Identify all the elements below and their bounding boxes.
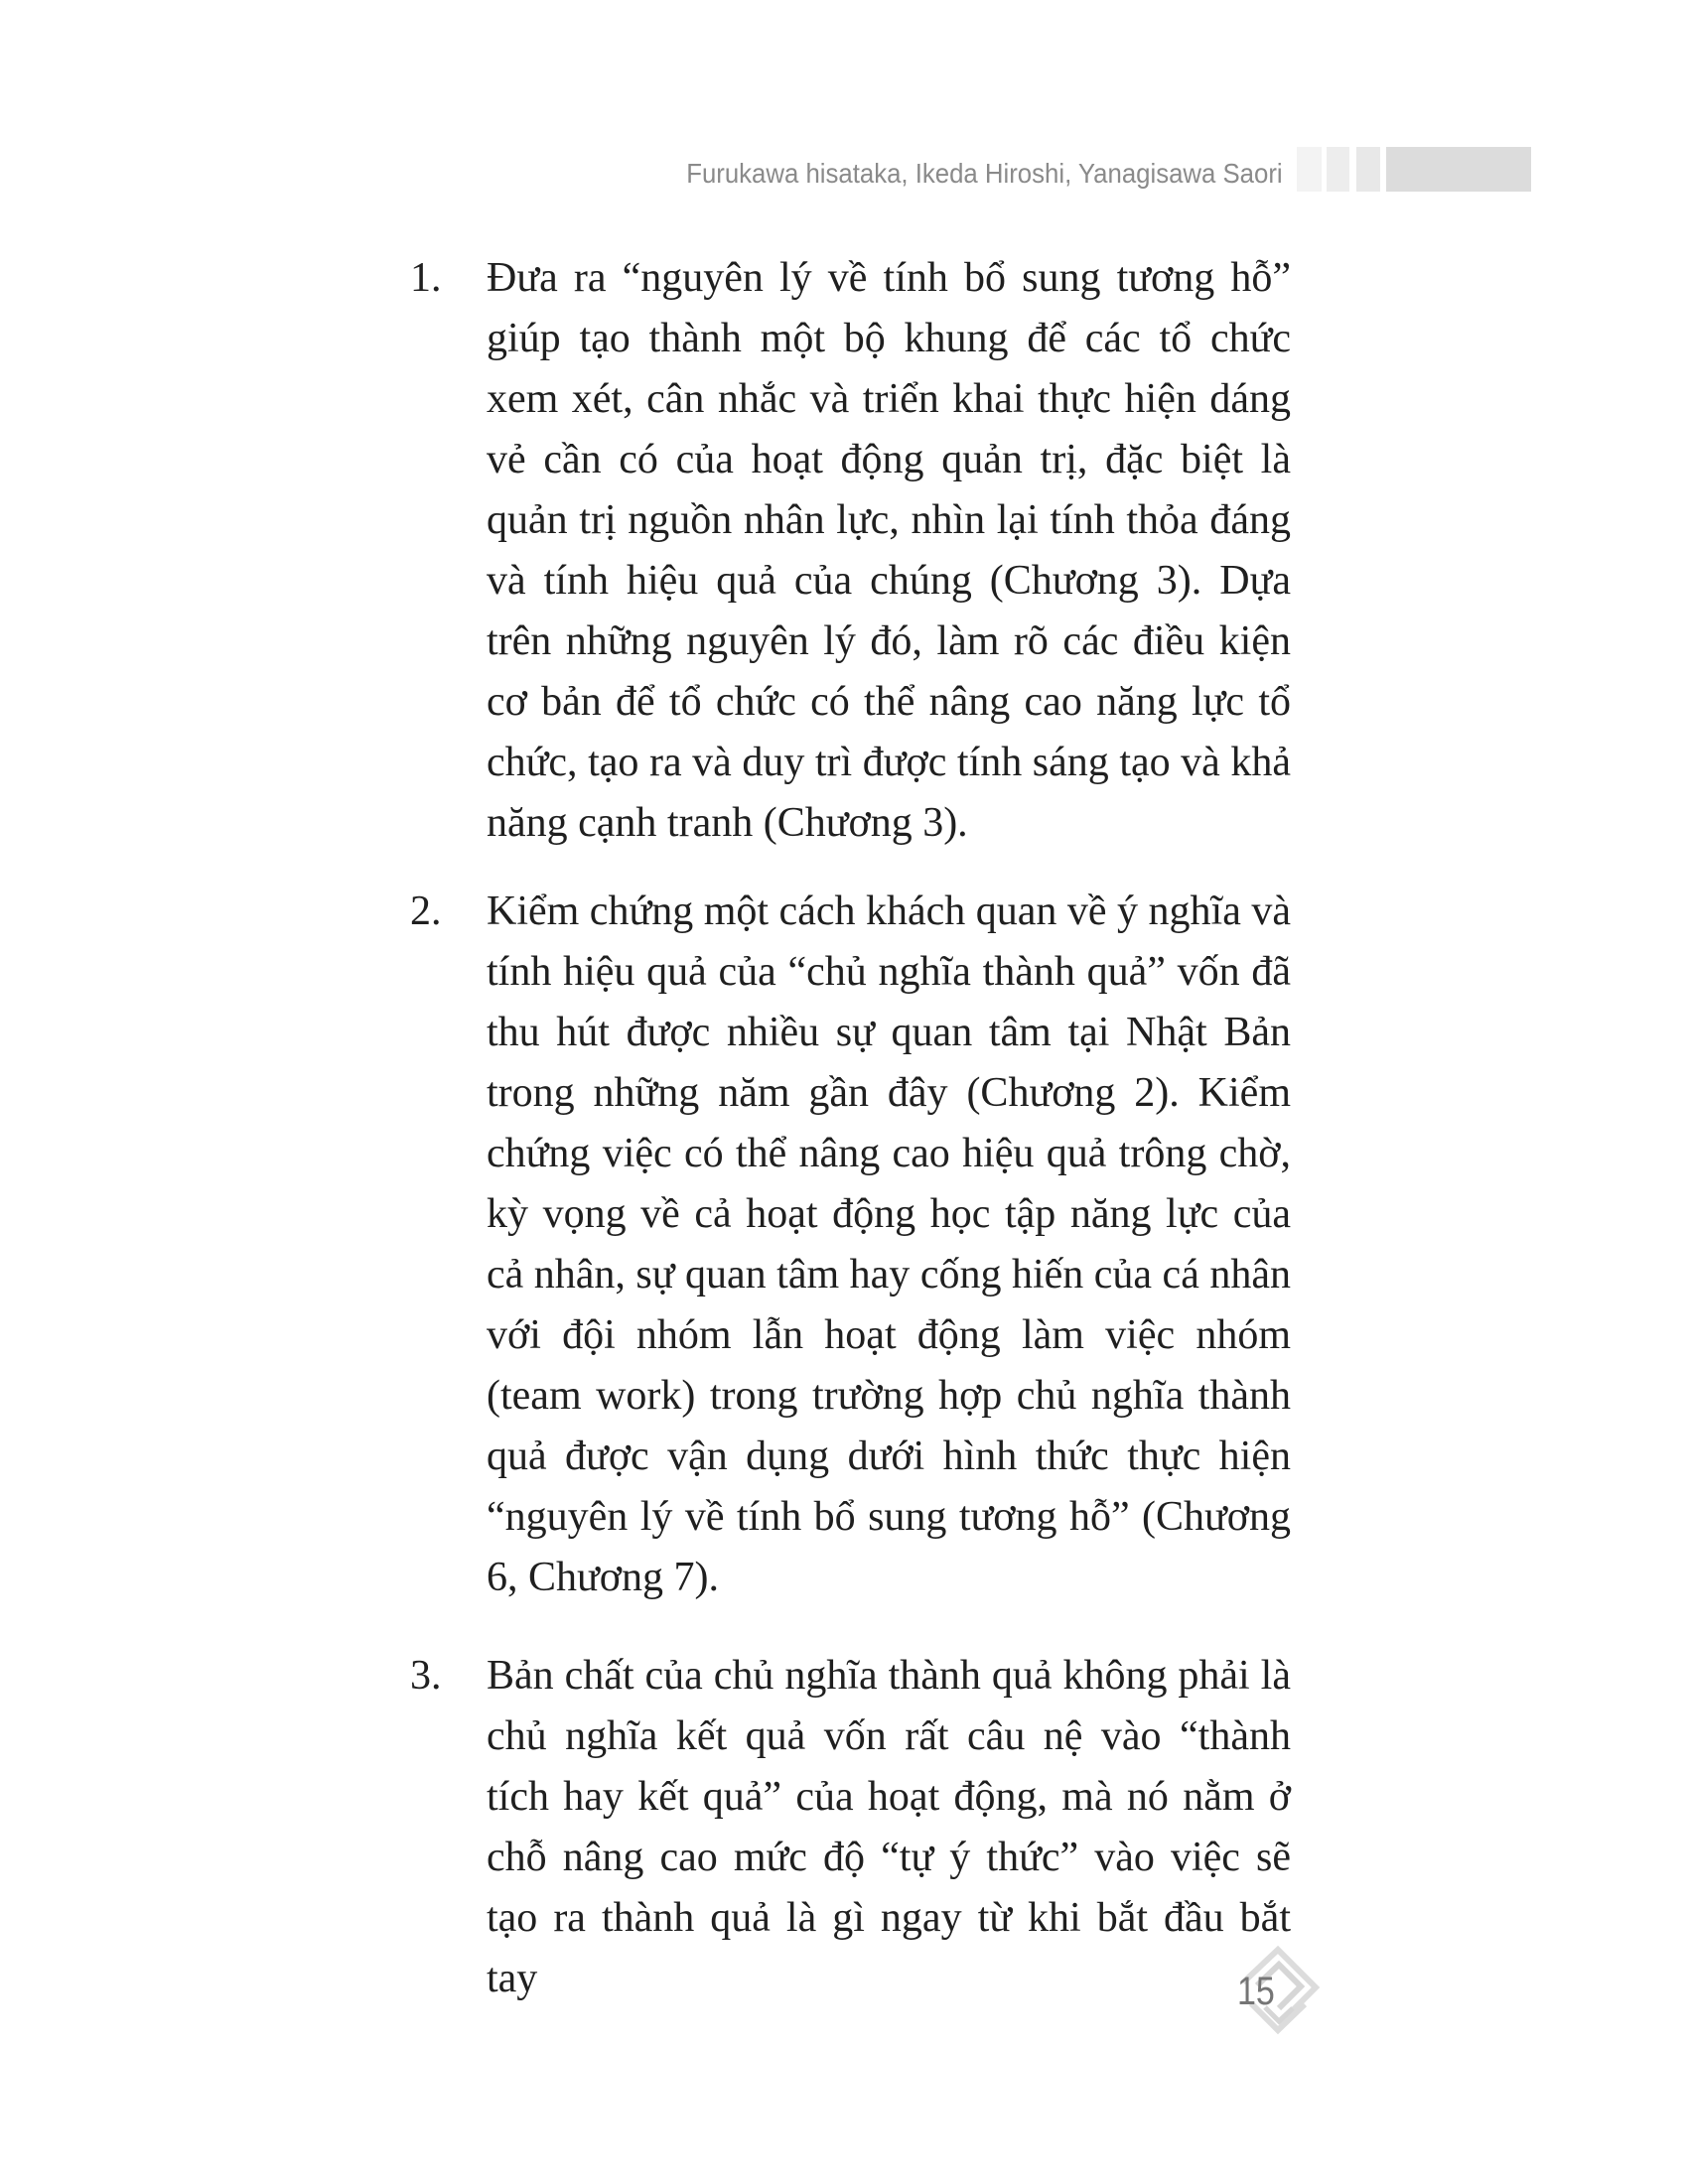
list-item-number: 1.	[410, 255, 442, 301]
list-item-number: 3.	[410, 1653, 442, 1699]
header-deco-block	[1297, 147, 1322, 192]
list-item-number: 2.	[410, 888, 442, 934]
header-deco-block	[1386, 147, 1531, 192]
list-item-text: Kiểm chứng một cách khách quan về ý nghĩa và tính hiệu quả của “chủ nghĩa thành quả” vốn đã thu hút được nhiều sự quan tâm tại Nhật Bản trong những năm gần đây (Chương 2). Kiểm chứng việc có thể nâng cao hiệu quả trông chờ, kỳ vọng về cả hoạt động học tập năng lực của cả nhân, sự quan tâm hay cống hiến của cá nhân với đội nhóm lẫn hoạt động làm việc nhóm (team work) trong trường hợp chủ nghĩa thành quả được vận dụng dưới hình thức thực hiện “nguyên lý về tính bổ sung tương hỗ” (Chương 6, Chương 7).	[487, 888, 1291, 1600]
header-deco-block	[1327, 147, 1349, 192]
header-deco-block	[1356, 147, 1380, 192]
page-number: 15	[1237, 1970, 1275, 2013]
list-item	[410, 248, 1291, 854]
list-item-text: Đưa ra “nguyên lý về tính bổ sung tương hỗ” giúp tạo thành một bộ khung để các tổ chức xem xét, cân nhắc và triển khai thực hiện dáng vẻ cần có của hoạt động quản trị, đặc biệt là quản trị nguồn nhân lực, nhìn lại tính thỏa đáng và tính hiệu quả của chúng (Chương 3). Dựa trên những nguyên lý đó, làm rõ các điều kiện cơ bản để tổ chức có thể nâng cao năng lực tổ chức, tạo ra và duy trì được tính sáng tạo và khả năng cạnh tranh (Chương 3).	[487, 255, 1291, 846]
list-item-text: Bản chất của chủ nghĩa thành quả không phải là chủ nghĩa kết quả vốn rất câu nệ vào “thành tích hay kết quả” của hoạt động, mà nó nằm ở chỗ nâng cao mức độ “tự ý thức” vào việc sẽ tạo ra thành quả là gì ngay từ khi bắt đầu bắt tay	[487, 1653, 1291, 2001]
running-header-authors: Furukawa hisataka, Ikeda Hiroshi, Yanagisawa Saori	[686, 158, 1283, 189]
list-item	[410, 1646, 1291, 2013]
list-item	[410, 882, 1291, 1608]
